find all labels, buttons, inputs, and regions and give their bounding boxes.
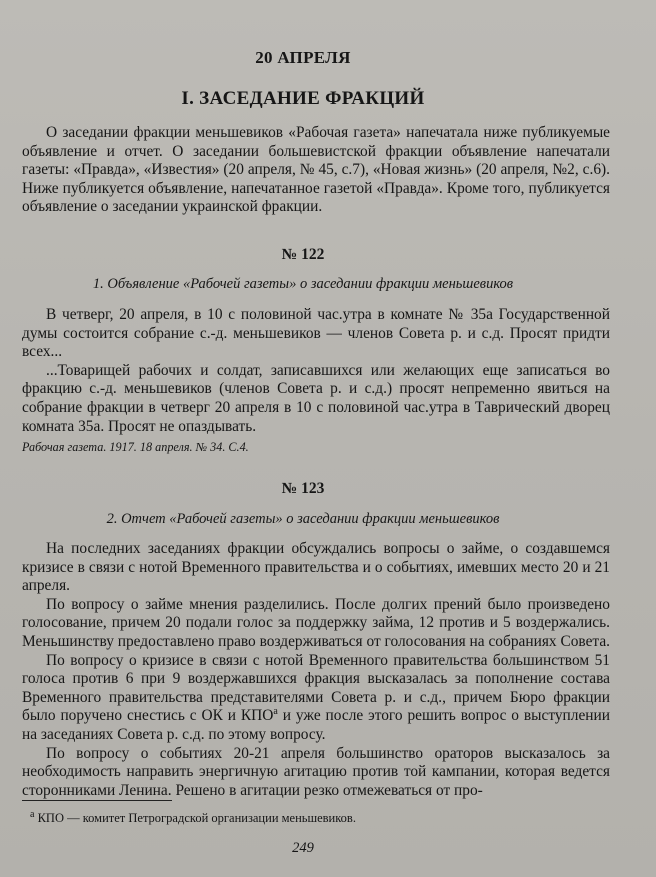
doc123-paragraph-4: По вопросу о событиях 20-21 апреля большинство ораторов высказалось за необходимость направить энергичную агитацию против той кампании, которая ведется сторонниками Ленина. Решено в агитации резко отмежеваться от про- xyxy=(22,744,610,799)
intro-paragraph: О заседании фракции меньшевиков «Рабочая газета» напечатала ниже публикуемые объявление и отчет. О заседании большевистской фракции объявление напечатали газеты: «Правда», «Известия» (20 апреля, № 45, с.7), «Новая жизнь» (20 апреля, №2, с.6). Ниже публикуется объявление, напечатанное газетой «Правда». Кроме того, публикуется объявление о заседании украинской фракции. xyxy=(22,124,610,216)
footnote xyxy=(30,808,356,826)
section-title: I. ЗАСЕДАНИЕ ФРАКЦИЙ xyxy=(181,88,425,109)
footnote-mark: а xyxy=(30,808,35,820)
footnote-divider xyxy=(22,800,172,801)
doc123-p3-text-after: и уже после этого решить вопрос о выступлении на заседаниях Совета р. с.д. по этому вопросу. xyxy=(22,707,611,743)
doc123-p3-text-before: По вопросу о кризисе в связи с нотой Временного правительства большинством 51 голоса против 6 при 9 воздержавшихся фракция высказалась за пополнение состава Временного правительства представителями Совета р. и с.д., причем Бюро фракции было поручено снестись с ОК и КПО xyxy=(22,651,610,725)
source-citation: Рабочая газета. 1917. 18 апреля. № 34. С.4. xyxy=(22,440,249,454)
doc123-paragraph-2: По вопросу о займе мнения разделились. После долгих прений было произведено голосование, причем 20 подали голос за поддержку займа, 12 против и 5 воздержались. Меньшинству предоставлено право воздерживаться от голосования на собраниях Совета. xyxy=(22,595,611,650)
doc122-paragraph-1: В четверг, 20 апреля, в 10 с половиной час.утра в комнате № 35а Государственной думы состоится собрание с.-д. меньшевиков — членов Совета р. и с.д. Просят придти всех... xyxy=(22,306,610,361)
document-body-122 xyxy=(22,306,610,436)
doc123-paragraph-1: На последних заседаниях фракции обсуждались вопросы о займе, о создавшемся кризисе в связи с нотой Временного правительства и о событиях, имевших место 20 и 21 апреля. xyxy=(22,540,610,595)
doc122-paragraph-2: ...Товарищей рабочих и солдат, записавшихся или желающих еще записаться во фракцию с.-д. меньшевиков (членов Совета р. и с.д.) просят непременно явиться на собрание фракции в четверг 20 апреля в 10 с половиной час.утра в Таврический дворец комната 35а. Просят не опаздывать. xyxy=(22,361,610,435)
footnote-text: КПО — комитет Петроградской организации меньшевиков. xyxy=(34,811,356,825)
document-title-123: 2. Отчет «Рабочей газеты» о заседании фракции меньшевиков xyxy=(106,511,500,527)
document-number-122: № 122 xyxy=(281,246,325,263)
document-body-123 xyxy=(22,540,610,800)
date-heading: 20 АПРЕЛЯ xyxy=(255,48,351,67)
doc123-paragraph-3 xyxy=(22,652,610,745)
intro-block xyxy=(22,124,610,217)
source-citation-122 xyxy=(22,440,610,455)
document-number-123: № 123 xyxy=(281,480,325,497)
page-number: 249 xyxy=(292,840,314,856)
document-title-122: 1. Объявление «Рабочей газеты» о заседании фракции меньшевиков xyxy=(92,276,514,292)
footnote-reference-mark: а xyxy=(273,706,278,718)
